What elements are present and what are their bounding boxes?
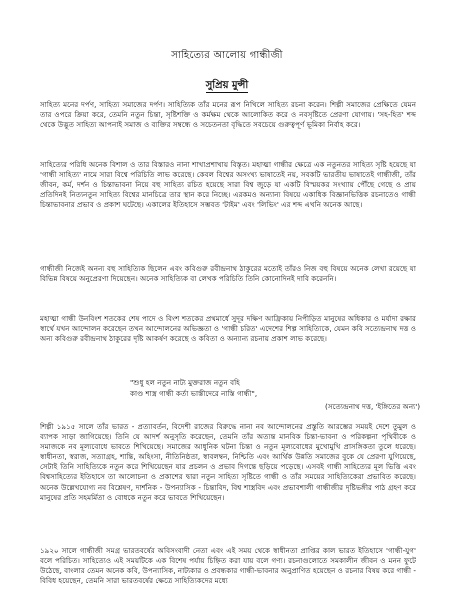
paragraph-2: সাহিত্যের পরিধি অনেক বিশাল ও তার বিস্তারও নানা শাখাপ্রশাখায় বিস্তৃত। মহাত্মা গান্ধীর ক্ষেত্রে এক নতুনতর সাহিত্য সৃষ্টি হয়েছে যা 'গান্ধী সাহিত্য' নামে সারা বিশ্বে পরিচিতি লাভ করেছে। কেবল বিশ্বের অসংখ্য ভাষাতেই নয়, সবকটি ভারতীয় ভাষাতেই গান্ধীজী, তাঁর জীবন, কর্ম, দর্শন ও চিন্তাভাবনা নিয়ে বহু সাহিত্য রচিত হয়েছে সারা বিশ্ব জুড়ে যা একটি বিস্ময়কর সংখ্যায় পৌঁছে গেছে ও প্রায় প্রতিদিনই নিত্যনতুন সাহিত্য বিশ্বের মানচিত্রে তার স্থান করে নিচ্ছে। এরকমও অন্যান্য বিষয়ে একাধিক বিজ্ঞানভিত্তিক রচনাতেও গান্ধী চিন্তাভাবনার প্রভাব ও প্রকাশ ঘটেছে। একালের ইতিহাসে সম্ভবত 'টাইম' এবং 'লিভিং' এর শব্দ এখনি অনেক আছে। <box>40 160 416 210</box>
paragraph-4: মহাত্মা গান্ধী উনবিংশ শতকের শেষ পাদে ও বিংশ শতকের প্রথমার্ধে সুদূর দক্ষিণ আফ্রিকায় নিপীড়িত মানুষের অধিকার ও মর্যাদা রক্ষার স্বার্থে যখন আন্দোলন করেছেন তখন আন্দোলনের অভিজ্ঞতা ও 'গান্ধী চরিত' এদেশের শিল্প সাহিত্যিকে, যেমন কবি সত্যেন্দ্রনাথ দত্ত ও অন্য কবিগুরু রবীন্দ্রনাথ ঠাকুরের দৃষ্টি আকর্ষণ করেছে ও কবিতা ও অন্যান্য রচনায় প্রকাশ লাভ করেছে। <box>40 314 416 344</box>
author-name-text: সুপ্রিয় মুন্সী <box>205 80 249 91</box>
paragraph-3: গান্ধীজী নিজেই অনন্য বহু সাহিত্যিক ছিলেন এবং কবিগুরু রবীন্দ্রনাথ ঠাকুরের মতোই তাঁরও নিজ বহু বিষয়ে অনেক লেখা রয়েছে যা বিভিন্ন বিষয়ে অনুপ্রেরণা দিয়েছেন। অনেক সাহিত্যিক বা লেখক পরিচিতি তিনি কোনোদিনই দাবি করেননি। <box>40 264 416 284</box>
quote-source: (সত্যেন্দ্রনাথ দত্ত, 'ইঙ্গিতের অন্য') <box>325 402 420 411</box>
page-title: সাহিত্যের আলোয় গান্ধীজী <box>171 50 283 61</box>
quote-line-1: "শুধু হল নতুন নাট্য মুক্তরাজ নতুন বহি <box>130 378 240 387</box>
quote-line-2: কাণ্ড শাস্ত্র গান্ধী কর্তা ভাস্তীদেরে নাস্তি গান্ধী", <box>130 389 258 398</box>
author-name <box>0 78 454 95</box>
paragraph-5: শিল্পী ১৯১৫ সালে তাঁর ভারত - প্রত্যাবর্তন, বিদেশী রাজের বিরুদ্ধে নানা নব আন্দোলনের প্রস্তুতি আরম্ভের সময়ই দেশে তুমুল ও ব্যাপক সাড়া জাগিয়েছে। তিনি যে আদর্শ অনুসৃতি করেছেন, তেমনি তাঁর অত্যন্ত মানবিক চিন্তা-ভাবনা ও পরিকল্পনা পৃথিবীকে ও সমাজকে নব মূল্যবোধে ভাবতে শিখিয়েছে। সমাজের আধুনিক ঘটনা চিন্তা ও নতুন মূল্যবোধের মুখোমুখি প্রাসঙ্গিকতা তুলে ধরেছে। স্বাধীনতা, স্বরাজ, সত্যাগ্রহ, শান্তি, অহিংসা, নীতিনিষ্ঠতা, স্বাবলম্বন, নিশ্চিতি এবং আর্থিক উন্নতি সমাজের বুকে যে প্রেরণা যুগিয়েছে, সেটাই তিনি সাহিত্যিকে নতুন করে শিখিয়েছেন যার প্রচলন ও প্রভাব দিগন্তে ছড়িয়ে পড়েছে। এসবই গান্ধী সাহিত্যের মূল ভিত্তি এবং বিশ্বসাহিত্যের ইতিহাসে তা আলোচনা ও প্রকাশের দ্বারা নতুন সাহিত্য সৃষ্টিতে গান্ধী ও তাঁর সময়ের সাহিত্যিকেরা প্রভাবিত করেছে। অনেক উল্লেখযোগ্য নব বিশ্লেষণ, দার্শনিক - উপন্যাসিক - চিন্তাবিদ, বিশ্ব শাস্ত্রবিদ এবং প্রভাবশালী গান্ধীজীর দৃষ্টিভঙ্গীর পাঠ গ্রহণ করে মানুষের প্রতি সহমর্মিতা ও বোধকে নতুন করে ভাবতে শিখিয়েছেন। <box>40 422 416 502</box>
paragraph-1: সাহিত্য মনের দর্পণ, সাহিত্য সমাজের দর্পণ। সাহিত্যিক তাঁর মনের রূপ নিখিলে সাহিত্য রচনা করেন। শিল্পী সমাজের প্রেক্ষিতে যেমন তার ওপরে ক্রিয়া করে, তেমনি নতুন চিন্তা, সৃষ্টিশক্তি ও কর্মক্ষম থেকে আলোকিত করে ও নবসৃষ্টিতে প্রেরণা যোগায়। 'সহ-হিত' শব্দ থেকে উদ্ভূত সাহিত্য আপনাই সমাজ ও ব্যক্তির সম্বন্ধে ও সচেতনতা বৃদ্ধিতে সবচেয়ে গুরুত্বপূর্ণ ভূমিকা নির্বাহ করে। <box>40 100 416 130</box>
paragraph-6: ১৯২০ সালে গান্ধীজী সমগ্র ভারতবর্ষের অবিসংবাদী নেতা এবং এই সময় থেকে স্বাধীনতা প্রাপ্তির কাল ভারত ইতিহাসে 'গান্ধী-যুগ' বলে পরিচিত। সাহিত্যেও এই সময়টিকে এক বিশেষ পর্যায় চিহ্নিত করা যায় বলে গণ্য। রচনাগুলোতে সমকালীন জীবন ও মনন ফুটে উঠেছে, বাংলার তেমন অনেক কবি, উপন্যাসিক, নাট্যকার ও প্রবন্ধকার গান্ধী-ভাবনার অনুপ্রাণিত হয়েছেন ও রচনার বিষয় করে গান্ধী - বিবিধ হয়েছেন, তেমনি সারা ভারতবর্ষের ক্ষেত্রে সাহিত্যিকদের মধ্যে <box>40 546 416 586</box>
